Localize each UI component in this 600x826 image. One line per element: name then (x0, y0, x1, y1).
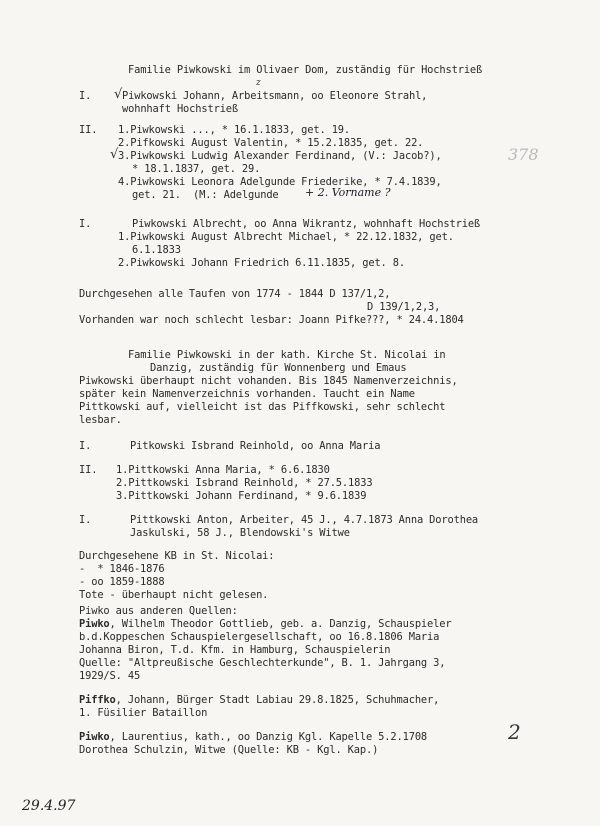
entry1-text: , Wilhelm Theodor Gottlieb, geb. a. Danzig, Schauspieler (109, 618, 452, 630)
s2-gen1-roman: I. (79, 440, 92, 452)
handwritten-date: 29.4.97 (22, 798, 76, 814)
entry1-line: b.d.Koppeschen Schauspielergesellschaft, oo 16.8.1806 Maria (79, 631, 440, 643)
check-mark: √ (114, 87, 123, 102)
section2-text: später kein Namenverzeichnis vorhanden. Taucht ein Name (79, 388, 415, 400)
superscript-mark: z (256, 78, 261, 88)
section2-heading: Familie Piwkowski in der kath. Kirche St. Nicolai in (128, 349, 446, 361)
section2-text: Pittkowski auf, vielleicht ist das Piffkowski, sehr schlecht (79, 401, 446, 413)
gen1b-line: 1.Piwkowski August Albrecht Michael, * 22.12.1832, get. (118, 231, 454, 243)
s2-gen2-line: 2.Pittkowski Isbrand Reinhold, * 27.5.1833 (116, 477, 373, 489)
entry3-text: , Laurentius, kath., oo Danzig Kgl. Kapelle 5.2.1708 (109, 731, 428, 743)
gen1-roman: I. (79, 90, 92, 102)
entry3-line1 (79, 731, 427, 744)
entry3-name: Piwko (79, 731, 110, 743)
kb-line: - * 1846-1876 (79, 563, 165, 575)
reviewed-line: D 139/1,2,3, (367, 301, 441, 313)
s2-gen2-line: 1.Pittkowski Anna Maria, * 6.6.1830 (116, 464, 330, 476)
kb-line: - oo 1859-1888 (79, 576, 165, 588)
page-number: 2 (508, 720, 521, 744)
gen1b-line: 6.1.1833 (132, 244, 181, 256)
kb-line: Durchgesehene KB in St. Nicolai: (79, 550, 275, 562)
entry1-line: 1929/S. 45 (79, 670, 141, 682)
check-mark: √ (110, 147, 119, 162)
reviewed-line: Vorhanden war noch schlecht lesbar: Joann Pifke???, * 24.4.1804 (79, 314, 464, 326)
entry3-line: Dorothea Schulzin, Witwe (Quelle: KB - Kgl. Kap.) (79, 744, 379, 756)
s2-gen1b-line: Jaskulski, 58 J., Blendowski's Witwe (130, 527, 350, 539)
section1-heading: Familie Piwkowski im Olivaer Dom, zuständig für Hochstrieß (128, 64, 483, 76)
section2-heading: Danzig, zuständig für Wonnenberg und Emaus (150, 362, 407, 374)
s2-gen1b-roman: I. (79, 514, 92, 526)
gen1-line1: Piwkowski Johann, Arbeitsmann, oo Eleonore Strahl, (122, 90, 428, 102)
gen2-line: get. 21. (M.: Adelgunde (132, 189, 279, 201)
entry1-line: Johanna Biron, T.d. Kfm. in Hamburg, Schauspielerin (79, 644, 391, 656)
entry2-text: , Johann, Bürger Stadt Labiau 29.8.1825, Schuhmacher, (115, 694, 440, 706)
kb-line: Tote - überhaupt nicht gelesen. (79, 589, 269, 601)
gen2-line: 2.Pifkowski August Valentin, * 15.2.1835, get. 22. (118, 137, 424, 149)
gen2-line: 1.Piwkowski ..., * 16.1.1833, get. 19. (118, 124, 351, 136)
gen1b-roman: I. (79, 218, 92, 230)
gen2-line: 4.Piwkowski Leonora Adelgunde Friederike, * 7.4.1839, (118, 176, 442, 188)
handwritten-note: + 2. Vorname ? (305, 186, 391, 199)
gen2-line: 3.Piwkowski Ludwig Alexander Ferdinand, (V.: Jacob?), (118, 150, 442, 162)
s2-gen1-line: Pitkowski Isbrand Reinhold, oo Anna Maria (130, 440, 381, 452)
gen1b-line: 2.Piwkowski Johann Friedrich 6.11.1835, get. 8. (118, 257, 405, 269)
s2-gen2-line: 3.Pittkowski Johann Ferdinand, * 9.6.1839 (116, 490, 367, 502)
entry2-line: 1. Füsilier Bataillon (79, 707, 208, 719)
gen2-roman: II. (79, 124, 98, 136)
section2-text: lesbar. (79, 414, 122, 426)
entry1-name: Piwko (79, 618, 110, 630)
s2-gen2-roman: II. (79, 464, 98, 476)
reviewed-line: Durchgesehen alle Taufen von 1774 - 1844 D 137/1,2, (79, 288, 391, 300)
entry1-line: Quelle: "Altpreußische Geschlechterkunde", B. 1. Jahrgang 3, (79, 657, 446, 669)
section2-text: Piwkowski überhaupt nicht vohanden. Bis 1845 Namenverzeichnis, (79, 375, 458, 387)
gen1b-line: Piwkowski Albrecht, oo Anna Wikrantz, wohnhaft Hochstrieß (132, 218, 481, 230)
gen1-line2: wohnhaft Hochstrieß (122, 103, 239, 115)
entry2-name: Piffko (79, 694, 116, 706)
s2-gen1b-line: Pittkowski Anton, Arbeiter, 45 J., 4.7.1873 Anna Dorothea (130, 514, 479, 526)
margin-note: 378 (508, 145, 539, 164)
gen2-line: * 18.1.1837, get. 29. (132, 163, 261, 175)
entry2-line1 (79, 694, 439, 707)
section3-heading: Piwko aus anderen Quellen: (79, 605, 238, 617)
entry1-line1 (79, 618, 451, 631)
